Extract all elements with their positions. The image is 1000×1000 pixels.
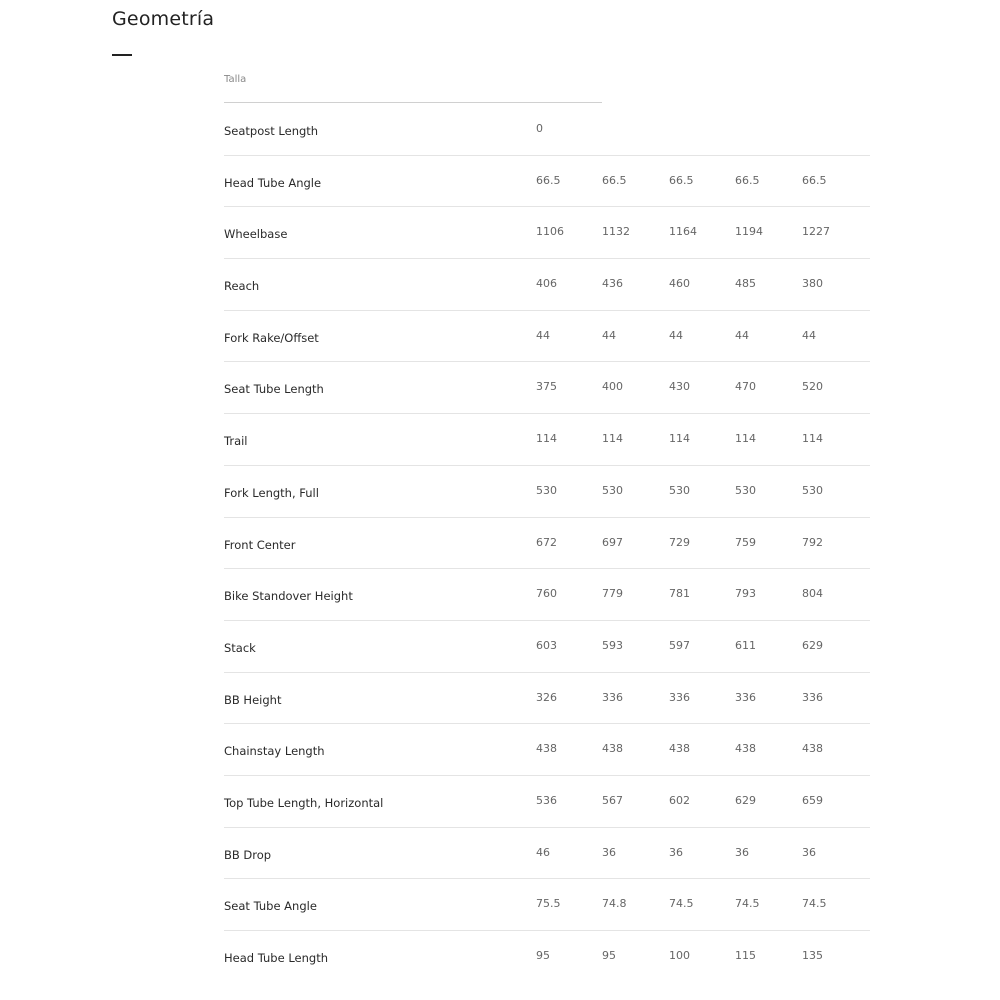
table-cell: 114 [669,432,690,446]
table-row [224,466,870,518]
table-cell: 74.5 [802,897,827,911]
table-cell: 44 [669,328,683,342]
table-cell: 336 [602,690,623,704]
table-cell: 44 [802,328,816,342]
table-cell: 438 [802,742,823,756]
table-cell: 400 [602,380,623,394]
row-label: Head Tube Length [224,951,328,965]
table-cell: 530 [735,483,756,497]
row-label: Fork Rake/Offset [224,330,319,345]
title-underline [112,54,132,56]
row-label: Seat Tube Length [224,382,324,397]
row-label: Front Center [224,537,296,552]
table-cell: 597 [669,638,690,652]
row-label: Head Tube Angle [224,175,322,190]
table-row [224,931,870,983]
table-cell: 336 [669,690,690,704]
row-label: BB Drop [224,847,272,862]
table-cell: 74.8 [602,897,627,911]
table-cell: 44 [536,328,550,342]
table-cell: 326 [536,690,557,704]
row-label: Reach [224,279,260,294]
table-cell: 485 [735,277,756,291]
table-row [224,879,870,931]
table-cell: 336 [735,690,756,704]
row-label: Wheelbase [224,227,288,242]
table-row [224,311,870,363]
table-cell: 438 [669,742,690,756]
table-cell: 530 [536,483,557,497]
table-cell: 629 [802,638,823,652]
table-cell: 375 [536,380,557,394]
table-cell: 95 [536,949,550,962]
table-cell: 95 [602,949,616,962]
table-cell: 1106 [536,225,564,239]
row-label: Seatpost Length [224,124,319,138]
row-label: Top Tube Length, Horizontal [224,795,384,810]
table-cell: 804 [802,587,823,601]
table-cell: 430 [669,380,690,394]
table-row [224,362,870,414]
table-cell: 672 [536,535,557,549]
size-header-divider [224,102,602,103]
table-cell: 75.5 [536,897,561,911]
table-cell: 406 [536,277,557,291]
table-cell: 46 [536,845,550,859]
table-row [224,776,870,828]
table-cell: 793 [735,587,756,601]
table-cell: 66.5 [669,173,694,187]
row-label: Fork Length, Full [224,485,319,500]
table-row [224,518,870,570]
table-row [224,104,870,156]
table-cell: 36 [602,845,616,859]
table-cell: 1164 [669,225,697,239]
table-cell: 100 [669,949,690,962]
table-cell: 1227 [802,225,830,239]
row-label: BB Height [224,692,282,707]
table-row [224,673,870,725]
table-cell: 36 [669,845,683,859]
table-cell: 530 [669,483,690,497]
table-cell: 380 [802,277,823,291]
table-cell: 697 [602,535,623,549]
table-cell: 760 [536,587,557,601]
table-cell: 74.5 [735,897,760,911]
row-label: Bike Standover Height [224,589,353,604]
table-cell: 470 [735,380,756,394]
table-cell: 536 [536,793,557,807]
table-cell: 729 [669,535,690,549]
table-cell: 520 [802,380,823,394]
table-row [224,207,870,259]
table-cell: 114 [735,432,756,446]
table-cell: 438 [735,742,756,756]
table-cell: 602 [669,793,690,807]
table-cell: 603 [536,638,557,652]
table-cell: 44 [735,328,749,342]
table-cell: 115 [735,949,756,962]
row-label: Trail [224,434,248,449]
table-cell: 759 [735,535,756,549]
section-title: Geometría [112,8,215,30]
table-cell: 114 [602,432,623,446]
table-cell: 438 [602,742,623,756]
table-cell: 1132 [602,225,630,239]
table-cell: 530 [802,483,823,497]
table-cell: 460 [669,277,690,291]
geometry-table [224,104,870,983]
table-cell: 74.5 [669,897,694,911]
table-row [224,156,870,208]
table-cell: 1194 [735,225,763,239]
table-cell: 36 [802,845,816,859]
table-cell: 0 [536,122,543,135]
table-cell: 114 [536,432,557,446]
table-cell: 336 [802,690,823,704]
table-cell: 36 [735,845,749,859]
table-cell: 611 [735,638,756,652]
row-label: Stack [224,640,256,655]
table-row [224,724,870,776]
table-cell: 436 [602,277,623,291]
table-row [224,414,870,466]
table-row [224,569,870,621]
table-cell: 66.5 [735,173,760,187]
table-cell: 659 [802,793,823,807]
table-cell: 44 [602,328,616,342]
table-cell: 438 [536,742,557,756]
table-cell: 593 [602,638,623,652]
table-cell: 792 [802,535,823,549]
row-label: Seat Tube Angle [224,899,317,914]
table-cell: 781 [669,587,690,601]
table-row [224,259,870,311]
table-cell: 629 [735,793,756,807]
table-cell: 779 [602,587,623,601]
table-row [224,828,870,880]
row-label: Chainstay Length [224,744,325,759]
table-cell: 530 [602,483,623,497]
table-row [224,621,870,673]
table-cell: 567 [602,793,623,807]
table-cell: 66.5 [602,173,627,187]
size-column-header: Talla [224,74,247,85]
table-cell: 135 [802,949,823,962]
table-cell: 66.5 [802,173,827,187]
table-cell: 66.5 [536,173,561,187]
table-cell: 114 [802,432,823,446]
